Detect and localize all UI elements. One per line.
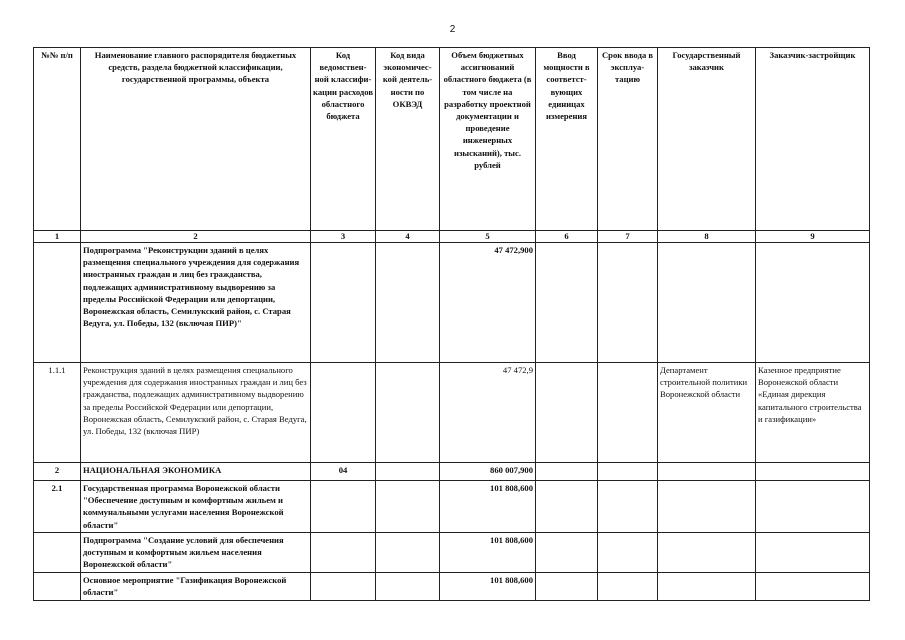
column-number: 4 [376,231,440,243]
row-term [598,533,658,573]
header-capacity: Ввод мощности в соответст-вующих единицах измерения [536,48,598,231]
column-number: 7 [598,231,658,243]
row-name: Подпрограмма "Реконструкции зданий в целях размещения специального учреждения для содержания иностранных граждан и лиц без гражданства, подлежащих административному выдворению за пределы Российской Федерации или депортации, Воронежская область, Семилукский район, с. Старая Ведуга, ул. Победы, 132 (включая ПИР)" [81,243,311,363]
column-number: 6 [536,231,598,243]
table-row [34,573,870,601]
row-amount: 101 808,600 [440,573,536,601]
header-num: №№ п/п [34,48,81,231]
row-customer [658,533,756,573]
row-num [34,533,81,573]
row-num: 1.1.1 [34,363,81,463]
table-row [34,463,870,481]
row-customer [658,243,756,363]
row-amount: 47 472,900 [440,243,536,363]
row-developer [756,481,870,533]
row-code-dept: 04 [311,463,376,481]
header-code-dept: Код ведомствен-ной классифи-кации расходов областного бюджета [311,48,376,231]
row-customer: Департамент строительной политики Воронежской области [658,363,756,463]
table-row [34,363,870,463]
header-term: Срок ввода в эксплуа-тацию [598,48,658,231]
row-customer [658,463,756,481]
row-term [598,481,658,533]
column-number: 8 [658,231,756,243]
row-code-okved [376,363,440,463]
row-code-dept [311,481,376,533]
column-number: 9 [756,231,870,243]
row-capacity [536,481,598,533]
budget-table [33,47,870,601]
row-code-okved [376,533,440,573]
row-code-okved [376,573,440,601]
row-name: НАЦИОНАЛЬНАЯ ЭКОНОМИКА [81,463,311,481]
header-amount: Объем бюджетных ассигнований областного бюджета (в том числе на разработку проектной документации и проведение инженерных изысканий), тыс. рублей [440,48,536,231]
row-code-dept [311,363,376,463]
column-number-row [34,231,870,243]
row-code-okved [376,243,440,363]
column-number: 2 [81,231,311,243]
row-term [598,573,658,601]
row-capacity [536,463,598,481]
row-developer: Казенное предприятие Воронежской области «Единая дирекция капитального строительства и газификации» [756,363,870,463]
column-number: 3 [311,231,376,243]
row-customer [658,481,756,533]
header-code-okved: Код вида экономичес-кой деятель-ности по ОКВЭД [376,48,440,231]
row-capacity [536,243,598,363]
row-capacity [536,533,598,573]
row-name: Основное мероприятие "Газификация Воронежской области" [81,573,311,601]
column-number: 5 [440,231,536,243]
row-term [598,463,658,481]
row-amount: 101 808,600 [440,481,536,533]
row-term [598,243,658,363]
row-code-okved [376,481,440,533]
header-customer: Государственный заказчик [658,48,756,231]
row-amount: 47 472,9 [440,363,536,463]
row-term [598,363,658,463]
row-num [34,243,81,363]
header-developer: Заказчик-застройщик [756,48,870,231]
row-developer [756,533,870,573]
row-num: 2.1 [34,481,81,533]
row-num [34,573,81,601]
row-developer [756,573,870,601]
row-capacity [536,573,598,601]
table-header-row [34,48,870,231]
header-name: Наименование главного распорядителя бюджетных средств, раздела бюджетной классификации, государственной программы, объекта [81,48,311,231]
row-amount: 860 007,900 [440,463,536,481]
row-developer [756,243,870,363]
row-code-dept [311,243,376,363]
row-num: 2 [34,463,81,481]
table-row [34,243,870,363]
table-row [34,481,870,533]
row-code-dept [311,573,376,601]
row-code-okved [376,463,440,481]
row-capacity [536,363,598,463]
row-name: Государственная программа Воронежской области "Обеспечение доступным и комфортным жильем и коммунальными услугами населения Воронежской области" [81,481,311,533]
page-number: 2 [449,24,456,35]
row-code-dept [311,533,376,573]
column-number: 1 [34,231,81,243]
row-amount: 101 808,600 [440,533,536,573]
row-name: Подпрограмма "Создание условий для обеспечения доступным и комфортным жильем населения Воронежской области" [81,533,311,573]
row-developer [756,463,870,481]
table-row [34,533,870,573]
row-name: Реконструкция зданий в целях размещения специального учреждения для содержания иностранных граждан и лиц без гражданства, подлежащих административному выдворению за пределы Российской Федерации или депортации, Воронежская область, Семилукский район, с. Старая Ведуга, ул. Победы, 132 (включая ПИР) [81,363,311,463]
row-customer [658,573,756,601]
